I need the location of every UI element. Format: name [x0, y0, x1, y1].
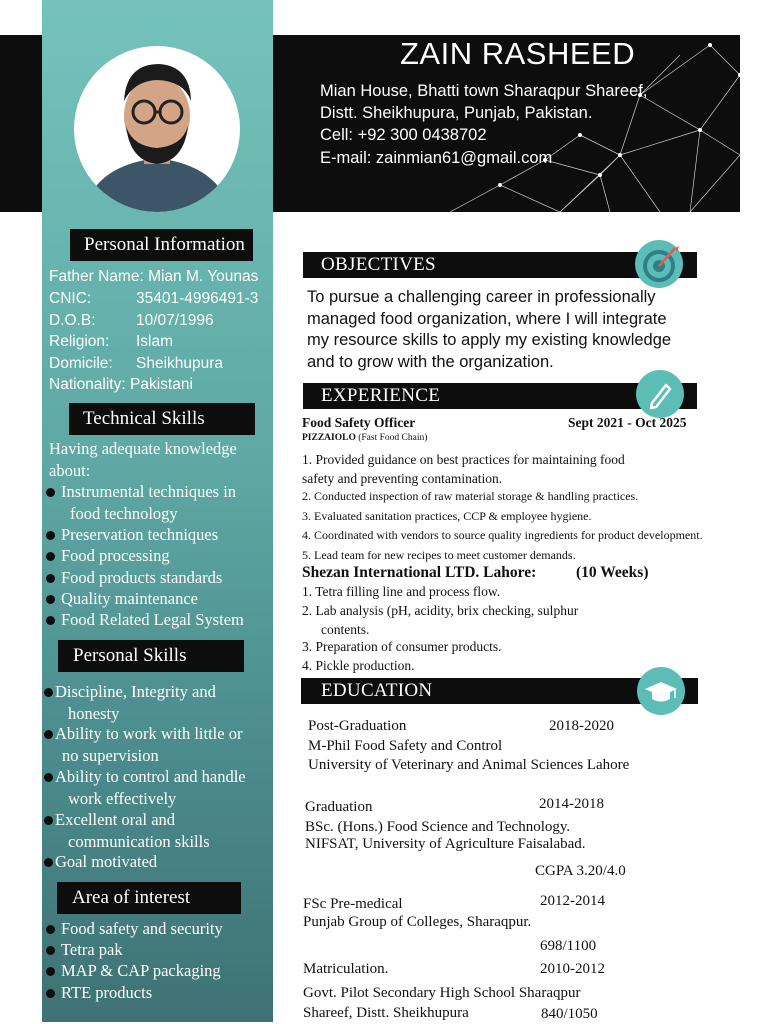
technical-skill-item: Food Related Legal System: [46, 609, 244, 631]
technical-skill-item: Quality maintenance: [46, 588, 198, 610]
technical-skill-item: Food processing: [46, 545, 170, 567]
sidebar: [42, 0, 273, 1022]
objectives-heading: OBJECTIVES: [303, 252, 697, 278]
bullet-dot: [44, 816, 53, 825]
edu-institute: Punjab Group of Colleges, Sharaqpur.: [303, 914, 532, 930]
bullet-dot: [46, 925, 55, 934]
job1-duty: 1. Provided guidance on best practices for maintaining food: [302, 452, 625, 467]
bullet-dot: [46, 967, 55, 976]
job2-duty: 4. Pickle production.: [302, 658, 415, 673]
edu-degree: BSc. (Hons.) Food Science and Technology.: [305, 819, 571, 835]
edu-score: 840/1050: [541, 1006, 598, 1022]
job2-duty: contents.: [321, 622, 370, 637]
edu-level: Graduation: [305, 799, 373, 815]
address-line-2: Distt. Sheikhupura, Punjab, Pakistan.: [320, 104, 593, 122]
interest-item: Food safety and security: [46, 918, 223, 940]
candidate-name: ZAIN RASHEED: [400, 36, 636, 71]
person-avatar-icon: [74, 46, 240, 212]
interest-item: MAP & CAP packaging: [46, 960, 221, 982]
father-name-row: Father Name: Mian M. Younas: [49, 268, 259, 285]
edu-score: 698/1100: [540, 938, 597, 954]
technical-skill-item: Food products standards: [46, 567, 222, 589]
bullet-dot: [46, 946, 55, 955]
job1-duty: 3. Evaluated sanitation practices, CCP & employee hygiene.: [302, 509, 592, 523]
technical-skill-item: Preservation techniques: [46, 524, 218, 546]
job1-duty: 2. Conducted inspection of raw material storage & handling practices.: [302, 489, 639, 503]
bullet-dot: [44, 773, 53, 782]
edu-institute: Govt. Pilot Secondary High School Sharaqpur: [303, 985, 581, 1001]
email-address: E-mail: zainmian61@gmail.com: [320, 149, 553, 167]
target-icon: [635, 240, 683, 288]
job1-duty: 4. Coordinated with vendors to source quality ingredients for product development.: [302, 528, 703, 542]
bullet-dot: [46, 552, 55, 561]
personal-skills-heading: Personal Skills: [58, 640, 244, 672]
education-heading: EDUCATION: [301, 678, 698, 704]
edu-level: FSc Pre-medical: [303, 896, 403, 912]
area-of-interest-heading: Area of interest: [57, 882, 241, 914]
domicile-row: Domicile: Sheikhupura: [49, 355, 224, 372]
experience-heading: EXPERIENCE: [303, 383, 697, 409]
job2-duty: 2. Lab analysis (pH, acidity, brix checking, sulphur: [302, 603, 579, 618]
nationality-row: Nationality: Pakistani: [49, 376, 193, 393]
edu-degree: M-Phil Food Safety and Control: [308, 738, 503, 754]
job1-title: Food Safety Officer: [302, 415, 416, 430]
edu-level: Matriculation.: [303, 961, 389, 977]
bullet-dot: [46, 595, 55, 604]
bullet-dot: [46, 574, 55, 583]
technical-skill-item: Instrumental techniques in food technology: [46, 481, 236, 524]
graduation-cap-icon: [637, 667, 685, 715]
bullet-dot: [46, 616, 55, 625]
technical-skills-heading: Technical Skills: [69, 403, 255, 435]
interest-item: Tetra pak: [46, 939, 123, 961]
bullet-dot: [44, 858, 53, 867]
edu-institute: NIFSAT, University of Agriculture Faisalabad.: [305, 836, 586, 852]
edu-years: 2014-2018: [539, 796, 604, 812]
edu-years: 2010-2012: [540, 961, 605, 977]
edu-institute: University of Veterinary and Animal Sciences Lahore: [308, 757, 630, 773]
job2-title: Shezan International LTD. Lahore:: [302, 564, 537, 581]
bullet-dot: [46, 488, 55, 497]
cell-number: Cell: +92 300 0438702: [320, 126, 487, 144]
job2-duty: 3. Preparation of consumer products.: [302, 639, 502, 654]
personal-skill-item: Goal motivated: [44, 851, 157, 873]
edu-institute: Shareef, Distt. Sheikhupura: [303, 1005, 469, 1021]
religion-row: Religion: Islam: [49, 333, 174, 350]
personal-info-heading: Personal Information: [70, 229, 253, 261]
job2-duty: 1. Tetra filling line and process flow.: [302, 584, 501, 599]
job1-dates: Sept 2021 - Oct 2025: [568, 415, 687, 430]
objective-text: To pursue a challenging career in professionally managed food organization, where I will integrate my resource skills to apply my existing knowledge and to grow with the organization.: [307, 288, 672, 371]
bullet-dot: [46, 531, 55, 540]
edu-score: CGPA 3.20/4.0: [535, 863, 626, 879]
job1-duty: 5. Lead team for new recipes to meet customer demands.: [302, 548, 576, 562]
personal-skill-item: Ability to control and handle work effectively: [44, 766, 246, 809]
dob-row: D.O.B: 10/07/1996: [49, 312, 214, 329]
cnic-row: CNIC: 35401-4996491-3: [49, 290, 259, 307]
job1-company: PIZZAIOLO (Fast Food Chain): [302, 433, 428, 443]
pencil-icon: [636, 370, 684, 418]
bullet-dot: [44, 688, 53, 697]
personal-skill-item: Discipline, Integrity and honesty: [44, 681, 216, 724]
personal-skill-item: Ability to work with little or no supervision: [44, 723, 242, 766]
bullet-dot: [46, 989, 55, 998]
edu-years: 2018-2020: [549, 718, 614, 734]
edu-years: 2012-2014: [540, 893, 605, 909]
job1-duty: safety and preventing contamination.: [302, 471, 503, 486]
profile-photo: [74, 46, 240, 212]
job2-duration: (10 Weeks): [576, 564, 649, 581]
address-line-1: Mian House, Bhatti town Sharaqpur Shareef,: [320, 82, 648, 100]
technical-intro: Having adequate knowledge about:: [49, 439, 237, 480]
interest-item: RTE products: [46, 982, 152, 1004]
personal-skill-item: Excellent oral and communication skills: [44, 809, 210, 852]
edu-level: Post-Graduation: [308, 718, 407, 734]
bullet-dot: [44, 730, 53, 739]
